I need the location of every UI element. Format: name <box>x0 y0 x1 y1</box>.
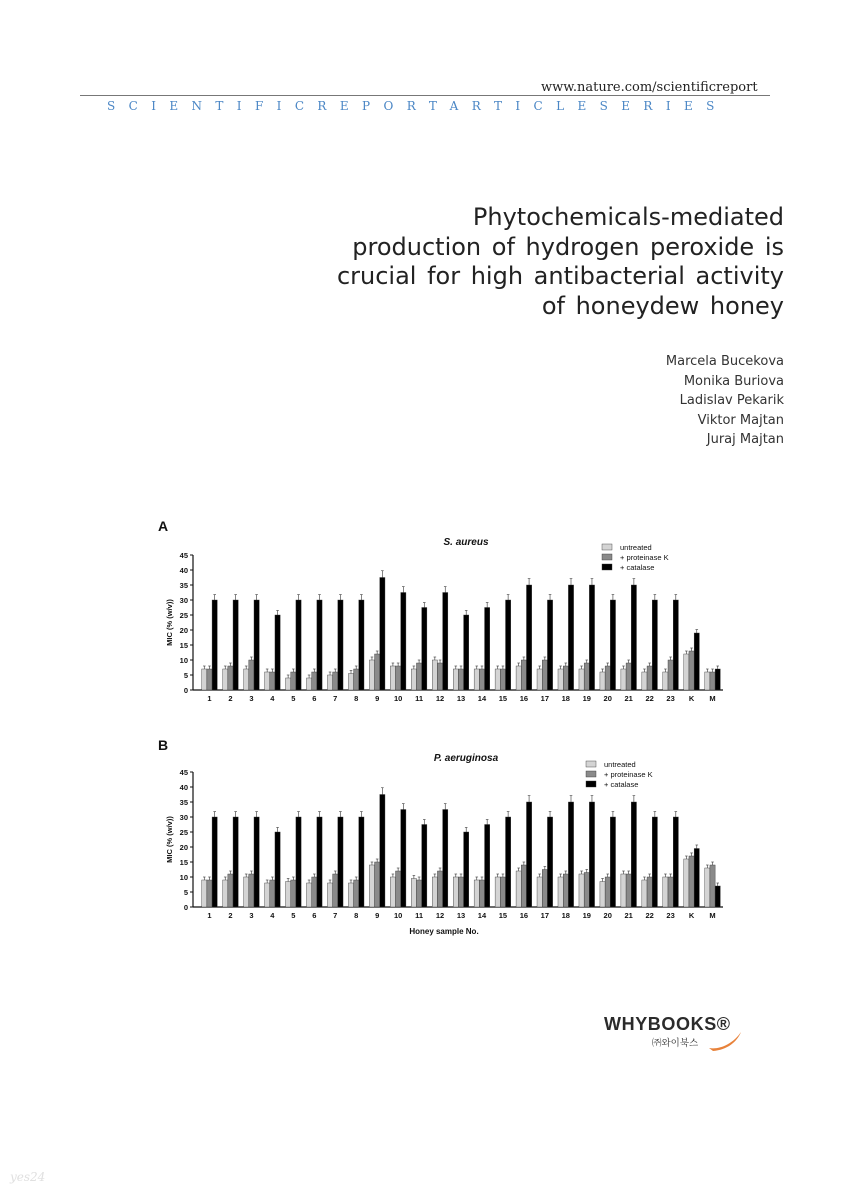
y-tick-label: 15 <box>179 641 188 650</box>
bar <box>610 817 615 907</box>
bar <box>233 817 238 907</box>
bar <box>584 873 589 908</box>
x-tick-label: 6 <box>312 911 317 920</box>
bar <box>369 865 374 907</box>
bar <box>631 802 636 907</box>
bar <box>694 633 699 690</box>
bar <box>589 802 594 907</box>
x-tick-label: 17 <box>540 911 550 920</box>
bar <box>207 880 212 907</box>
bar <box>526 585 531 690</box>
x-tick-label: 12 <box>435 911 445 920</box>
watermark: yes24 <box>10 1170 46 1184</box>
x-tick-label: 19 <box>582 694 591 703</box>
bar <box>710 865 715 907</box>
chart-title: S. aureus <box>443 537 489 548</box>
bar <box>422 608 427 691</box>
bar <box>474 669 479 690</box>
bar <box>705 868 710 907</box>
bar <box>500 877 505 907</box>
author-name: Monika Buriova <box>683 373 784 389</box>
x-tick-label: 7 <box>333 694 338 703</box>
y-tick-label: 25 <box>179 611 188 620</box>
bar <box>270 672 275 690</box>
x-tick-label: 4 <box>270 911 275 920</box>
bar <box>500 669 505 690</box>
bar <box>306 678 311 690</box>
bar <box>642 672 647 690</box>
bar <box>647 666 652 690</box>
author-name: Marcela Bucekova <box>665 354 784 369</box>
y-tick-label: 40 <box>179 783 188 792</box>
y-tick-label: 0 <box>183 686 188 695</box>
bar <box>244 669 249 690</box>
bar <box>558 669 563 690</box>
legend-swatch <box>586 761 596 767</box>
x-tick-label: 3 <box>249 694 254 703</box>
bar <box>516 871 521 907</box>
bar <box>506 600 511 690</box>
bar <box>312 877 317 907</box>
bar <box>375 862 380 907</box>
x-tick-label: 16 <box>519 911 529 920</box>
bar <box>401 810 406 908</box>
bar <box>244 877 249 907</box>
y-tick-label: 25 <box>179 828 188 837</box>
x-tick-label: 21 <box>624 911 633 920</box>
bar <box>202 669 207 690</box>
bar <box>207 669 212 690</box>
bar <box>464 832 469 907</box>
bar <box>369 660 374 690</box>
bar <box>495 669 500 690</box>
x-tick-label: 1 <box>207 694 212 703</box>
bar <box>291 880 296 907</box>
x-tick-label: 6 <box>312 694 317 703</box>
bar <box>453 877 458 907</box>
panel-label: B <box>158 737 169 753</box>
bar <box>642 880 647 907</box>
x-tick-label: 2 <box>228 694 233 703</box>
x-tick-label: 5 <box>291 694 296 703</box>
x-tick-label: 23 <box>666 911 675 920</box>
x-tick-label: 8 <box>354 694 359 703</box>
x-tick-label: 2 <box>228 911 233 920</box>
bar <box>689 651 694 690</box>
bar <box>600 672 605 690</box>
chart-title: P. aeruginosa <box>433 753 499 764</box>
bar <box>359 600 364 690</box>
title-line: production of hydrogen peroxide is <box>352 232 784 261</box>
y-tick-label: 10 <box>179 873 188 882</box>
x-tick-label: M <box>709 911 716 920</box>
bar <box>710 672 715 690</box>
logo-swoosh-icon <box>707 1022 745 1052</box>
y-tick-label: 10 <box>179 656 188 665</box>
bar <box>568 802 573 907</box>
legend-swatch <box>602 564 612 570</box>
x-tick-label: 20 <box>603 911 612 920</box>
x-tick-label: 14 <box>477 694 487 703</box>
bar <box>479 880 484 907</box>
bar <box>547 817 552 907</box>
bar <box>521 865 526 907</box>
x-tick-label: K <box>688 694 695 703</box>
bar <box>521 660 526 690</box>
x-tick-label: 16 <box>519 694 529 703</box>
bar <box>291 672 296 690</box>
legend-label: untreated <box>620 543 652 552</box>
bar <box>673 600 678 690</box>
bar <box>254 600 259 690</box>
author-name: Juraj Majtan <box>706 432 784 447</box>
bar <box>568 585 573 690</box>
bar <box>579 874 584 907</box>
journal-url[interactable]: www.nature.com/scientificreport <box>541 80 758 95</box>
bar <box>223 669 228 690</box>
bar <box>416 880 421 907</box>
bar <box>249 660 254 690</box>
bar <box>563 666 568 690</box>
legend-label: + catalase <box>604 780 639 789</box>
bar <box>348 883 353 907</box>
x-tick-label: 10 <box>393 911 403 920</box>
bar <box>668 660 673 690</box>
x-tick-label: 18 <box>561 911 570 920</box>
bar <box>338 817 343 907</box>
y-tick-label: 45 <box>179 551 188 560</box>
bar <box>621 874 626 907</box>
bar <box>265 672 270 690</box>
bar <box>626 874 631 907</box>
x-tick-label: 18 <box>561 694 570 703</box>
bar <box>715 669 720 690</box>
bar <box>354 880 359 907</box>
y-tick-label: 15 <box>179 858 188 867</box>
x-tick-label: 22 <box>645 694 654 703</box>
x-tick-label: 22 <box>645 911 654 920</box>
bar <box>275 615 280 690</box>
bar <box>584 663 589 690</box>
bar <box>437 871 442 907</box>
bar <box>317 600 322 690</box>
bar <box>359 817 364 907</box>
legend-label: + catalase <box>620 563 655 572</box>
y-tick-label: 35 <box>179 798 188 807</box>
bar <box>416 663 421 690</box>
y-tick-label: 20 <box>179 626 188 635</box>
bar <box>600 882 605 908</box>
bar <box>495 877 500 907</box>
bar <box>684 654 689 690</box>
bar <box>202 880 207 907</box>
bar <box>422 825 427 908</box>
x-tick-label: 23 <box>666 694 675 703</box>
title-line: Phytochemicals-mediated <box>472 203 784 231</box>
bar <box>249 874 254 907</box>
bar <box>228 874 233 907</box>
bar <box>327 883 332 907</box>
bar <box>647 877 652 907</box>
bar <box>705 672 710 690</box>
x-tick-label: 20 <box>603 694 612 703</box>
bar <box>474 880 479 907</box>
bar <box>715 886 720 907</box>
x-tick-label: 11 <box>415 911 424 920</box>
bar <box>296 817 301 907</box>
bar <box>537 669 542 690</box>
bar <box>689 856 694 907</box>
bar <box>354 669 359 690</box>
title-line: of honeydew honey <box>541 291 784 320</box>
bar <box>663 672 668 690</box>
bar <box>306 883 311 907</box>
y-tick-label: 5 <box>183 888 188 897</box>
bar <box>411 669 416 690</box>
bar <box>443 810 448 908</box>
bar <box>464 615 469 690</box>
author-name: Viktor Majtan <box>697 412 784 428</box>
legend-swatch <box>602 554 612 560</box>
bar <box>286 882 291 908</box>
bar <box>506 817 511 907</box>
bar <box>212 817 217 907</box>
bar <box>558 877 563 907</box>
bar <box>589 585 594 690</box>
bar <box>684 859 689 907</box>
bar <box>547 600 552 690</box>
bar <box>605 666 610 690</box>
bar <box>333 672 338 690</box>
y-tick-label: 45 <box>179 768 188 777</box>
x-tick-label: 11 <box>415 694 424 703</box>
bar <box>537 877 542 907</box>
bar <box>296 600 301 690</box>
y-tick-label: 30 <box>179 813 188 822</box>
bar <box>485 608 490 691</box>
bar <box>380 578 385 691</box>
bar <box>526 802 531 907</box>
bar <box>673 817 678 907</box>
bar <box>432 660 437 690</box>
bar <box>338 600 343 690</box>
title-line: crucial for high antibacterial activity <box>336 262 784 290</box>
logo-korean: ㈜와이북스 <box>652 1038 699 1049</box>
bar <box>652 817 657 907</box>
publisher-logo <box>604 1014 731 1049</box>
bar <box>254 817 259 907</box>
y-tick-label: 5 <box>183 671 188 680</box>
x-tick-label: M <box>709 694 716 703</box>
bar <box>270 880 275 907</box>
bar <box>663 877 668 907</box>
panel-label: A <box>158 518 169 534</box>
x-tick-label: 9 <box>375 911 380 920</box>
bar <box>327 675 332 690</box>
x-tick-label: 5 <box>291 911 296 920</box>
logo-wordmark: WHYBOOKS® <box>604 1014 731 1034</box>
y-tick-label: 35 <box>179 581 188 590</box>
bar <box>333 874 338 907</box>
series-banner: SCIENTIFICREPORTARTICLESERIES <box>107 99 728 113</box>
bar <box>453 669 458 690</box>
bar <box>563 874 568 907</box>
legend-label: untreated <box>604 760 636 769</box>
legend-label: + proteinase K <box>620 553 669 562</box>
bar <box>212 600 217 690</box>
bar <box>223 880 228 907</box>
x-axis-label: Honey sample No. <box>409 927 479 936</box>
y-tick-label: 30 <box>179 596 188 605</box>
bar <box>348 674 353 691</box>
bar <box>375 654 380 690</box>
bar <box>579 669 584 690</box>
bar <box>668 877 673 907</box>
x-tick-label: 17 <box>540 694 550 703</box>
x-tick-label: 13 <box>456 911 466 920</box>
bar <box>390 877 395 907</box>
x-tick-label: 14 <box>477 911 487 920</box>
x-tick-label: 10 <box>393 694 403 703</box>
bar <box>458 669 463 690</box>
x-tick-label: 19 <box>582 911 591 920</box>
x-tick-label: 15 <box>498 694 508 703</box>
bar <box>317 817 322 907</box>
bar <box>542 870 547 908</box>
bar <box>411 879 416 908</box>
bar <box>516 666 521 690</box>
bar <box>312 672 317 690</box>
bar <box>233 600 238 690</box>
bar <box>652 600 657 690</box>
bar <box>228 666 233 690</box>
author-name: Ladislav Pekarik <box>679 393 784 408</box>
x-tick-label: 15 <box>498 911 508 920</box>
y-tick-label: 0 <box>183 903 188 912</box>
bar <box>605 877 610 907</box>
bar <box>610 600 615 690</box>
bar <box>275 832 280 907</box>
legend-swatch <box>602 544 612 550</box>
bar <box>401 593 406 691</box>
x-tick-label: K <box>688 911 695 920</box>
x-tick-label: 3 <box>249 911 254 920</box>
bar <box>621 669 626 690</box>
x-tick-label: 7 <box>333 911 338 920</box>
y-axis-label: MIC (% (w/v)) <box>165 816 174 863</box>
y-tick-label: 20 <box>179 843 188 852</box>
bar <box>542 660 547 690</box>
bar <box>380 795 385 908</box>
bar <box>443 593 448 691</box>
bar <box>396 666 401 690</box>
bar <box>437 663 442 690</box>
x-tick-label: 1 <box>207 911 212 920</box>
legend-swatch <box>586 781 596 787</box>
legend-label: + proteinase K <box>604 770 653 779</box>
bar <box>286 678 291 690</box>
y-axis-label: MIC (% (w/v)) <box>165 599 174 646</box>
x-tick-label: 12 <box>435 694 445 703</box>
x-tick-label: 4 <box>270 694 275 703</box>
x-tick-label: 8 <box>354 911 359 920</box>
bar <box>396 871 401 907</box>
bar <box>626 663 631 690</box>
bar <box>694 849 699 908</box>
bar <box>485 825 490 908</box>
x-tick-label: 21 <box>624 694 633 703</box>
bar <box>390 666 395 690</box>
bar <box>479 669 484 690</box>
x-tick-label: 13 <box>456 694 466 703</box>
bar <box>458 877 463 907</box>
legend-swatch <box>586 771 596 777</box>
bar <box>432 877 437 907</box>
bar <box>265 883 270 907</box>
bar <box>631 585 636 690</box>
x-tick-label: 9 <box>375 694 380 703</box>
y-tick-label: 40 <box>179 566 188 575</box>
